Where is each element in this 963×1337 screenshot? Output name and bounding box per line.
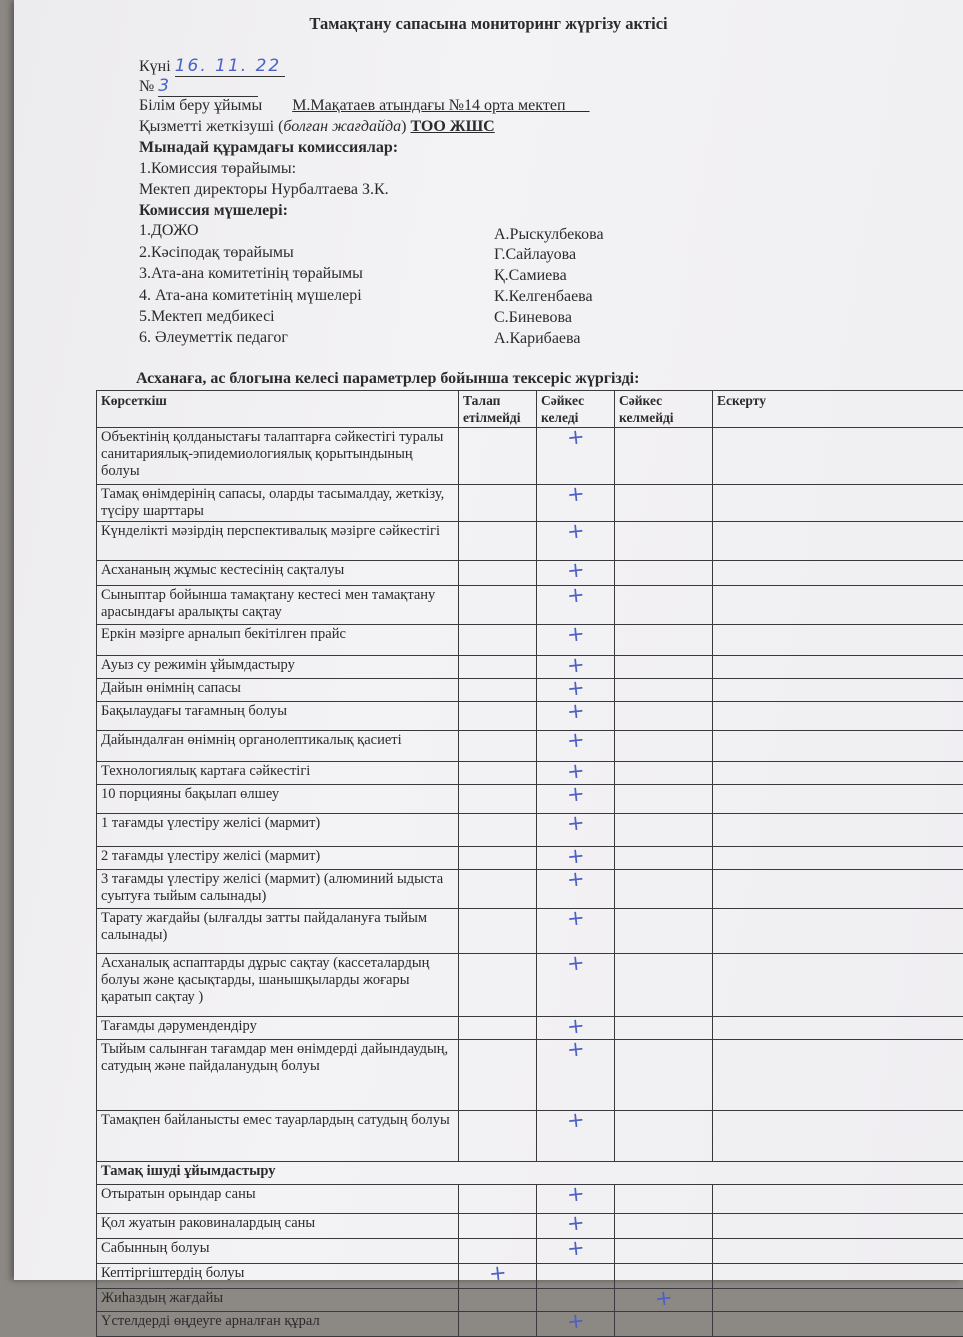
row-cell-compliant	[537, 731, 615, 762]
row-cell-not-required	[459, 1185, 537, 1214]
table-body	[97, 428, 963, 1337]
handwritten-plus-mark: +	[566, 1017, 585, 1036]
row-cell-non-compliant	[615, 1040, 713, 1111]
member-role-6: 6. Әлеуметтік педагог	[139, 329, 288, 347]
member-name-2: Г.Сайлауова	[494, 246, 576, 264]
row-note	[713, 1214, 963, 1239]
row-cell-compliant	[537, 428, 615, 485]
row-cell-not-required	[459, 785, 537, 814]
row-cell-non-compliant	[615, 679, 713, 702]
col-note: Ескерту	[713, 391, 963, 428]
row-cell-not-required	[459, 814, 537, 847]
table-row	[97, 625, 963, 656]
handwritten-plus-mark: +	[566, 909, 585, 928]
handwritten-plus-mark: +	[566, 679, 585, 698]
row-cell-not-required	[459, 954, 537, 1017]
row-cell-non-compliant	[615, 1017, 713, 1040]
handwritten-plus-mark: +	[566, 625, 585, 644]
row-indicator: Кептіргіштердің болуы	[97, 1264, 459, 1289]
row-cell-not-required	[459, 909, 537, 954]
handwritten-plus-mark: +	[566, 1239, 585, 1258]
row-indicator: Еркін мәзірге арналып бекітілген прайс	[97, 625, 459, 656]
table-row	[97, 1111, 963, 1162]
table-row	[97, 954, 963, 1017]
row-cell-not-required	[459, 679, 537, 702]
row-cell-non-compliant	[615, 1214, 713, 1239]
date-label: Күні	[139, 58, 171, 75]
handwritten-plus-mark: +	[566, 485, 585, 504]
row-note	[713, 785, 963, 814]
handwritten-plus-mark: +	[566, 1214, 585, 1233]
date-value: 16. 11. 22	[175, 56, 285, 77]
row-note	[713, 561, 963, 586]
row-indicator: Бақылаудағы тағамның болуы	[97, 702, 459, 731]
table-row	[97, 1185, 963, 1214]
row-cell-compliant	[537, 870, 615, 909]
table-row	[97, 1312, 963, 1337]
row-note	[713, 847, 963, 870]
row-cell-not-required	[459, 656, 537, 679]
handwritten-plus-mark: +	[566, 731, 585, 750]
row-note	[713, 485, 963, 522]
row-note	[713, 586, 963, 625]
member-role-5: 5.Мектеп медбикесі	[139, 308, 275, 326]
member-name-3: Қ.Самиева	[494, 267, 567, 285]
members-header: Комиссия мүшелері:	[139, 202, 288, 220]
school-value: М.Мақатаев атындағы №14 орта мектеп	[292, 97, 565, 114]
row-cell-non-compliant	[615, 1185, 713, 1214]
row-cell-compliant	[537, 1214, 615, 1239]
row-note	[713, 909, 963, 954]
handwritten-plus-mark: +	[566, 522, 585, 541]
row-cell-non-compliant	[615, 625, 713, 656]
row-cell-non-compliant	[615, 847, 713, 870]
row-indicator: Асхананың жұмыс кестесінің сақталуы	[97, 561, 459, 586]
school-line: Білім беру ұйымы М.Мақатаев атындағы №14 орта мектеп___	[139, 97, 590, 115]
row-note	[713, 1264, 963, 1289]
inspection-table	[96, 390, 963, 1337]
row-cell-compliant	[537, 909, 615, 954]
row-cell-compliant	[537, 954, 615, 1017]
row-cell-not-required	[459, 847, 537, 870]
handwritten-plus-mark: +	[654, 1289, 673, 1308]
table-row	[97, 1264, 963, 1289]
row-indicator: Ауыз су режимін ұйымдастыру	[97, 656, 459, 679]
row-cell-compliant	[537, 586, 615, 625]
row-cell-non-compliant	[615, 1264, 713, 1289]
row-cell-non-compliant	[615, 561, 713, 586]
table-row	[97, 485, 963, 522]
member-role-1: 1.ДОЖО	[139, 222, 199, 240]
row-cell-non-compliant	[615, 522, 713, 561]
handwritten-plus-mark: +	[566, 870, 585, 889]
row-indicator: Дайындалған өнімнің органолептикалық қасиеті	[97, 731, 459, 762]
row-cell-not-required	[459, 485, 537, 522]
table-row	[97, 1239, 963, 1264]
member-name-6: А.Карибаева	[494, 330, 580, 348]
row-cell-not-required	[459, 1289, 537, 1312]
row-cell-non-compliant	[615, 485, 713, 522]
section-title: Тамақ ішуді ұйымдастыру	[97, 1162, 963, 1185]
table-header-row	[97, 391, 963, 428]
handwritten-plus-mark: +	[488, 1264, 507, 1283]
row-cell-compliant	[537, 1289, 615, 1312]
row-cell-compliant	[537, 561, 615, 586]
row-note	[713, 731, 963, 762]
table-row	[97, 428, 963, 485]
row-indicator: 2 тағамды үлестіру желісі (мармит)	[97, 847, 459, 870]
col-non-compliant: Сәйкес келмейді	[615, 391, 713, 428]
handwritten-plus-mark: +	[566, 428, 585, 447]
chairman-label: 1.Комиссия төрайымы:	[139, 160, 296, 178]
row-cell-compliant	[537, 785, 615, 814]
row-cell-not-required	[459, 428, 537, 485]
table-row	[97, 522, 963, 561]
row-cell-non-compliant	[615, 428, 713, 485]
document-title: Тамақтану сапасына мониторинг жүргізу актісі	[14, 14, 963, 34]
table-row	[97, 785, 963, 814]
row-indicator: Күнделікті мәзірдің перспективалық мәзірге сәйкестігі	[97, 522, 459, 561]
row-note	[713, 1239, 963, 1264]
row-note	[713, 656, 963, 679]
row-cell-not-required	[459, 625, 537, 656]
row-cell-non-compliant	[615, 762, 713, 785]
table-row	[97, 731, 963, 762]
row-indicator: 10 порцияны бақылап өлшеу	[97, 785, 459, 814]
row-note	[713, 814, 963, 847]
row-cell-not-required	[459, 1017, 537, 1040]
row-cell-not-required	[459, 1214, 537, 1239]
handwritten-plus-mark: +	[566, 702, 585, 721]
chairman-value: Мектеп директоры Нурбалтаева З.К.	[139, 181, 389, 199]
row-cell-compliant	[537, 1312, 615, 1337]
handwritten-plus-mark: +	[566, 1040, 585, 1059]
row-cell-compliant	[537, 1040, 615, 1111]
table-row	[97, 561, 963, 586]
row-cell-non-compliant	[615, 785, 713, 814]
row-cell-not-required	[459, 731, 537, 762]
row-cell-compliant	[537, 522, 615, 561]
member-name-1: А.Рыскулбекова	[494, 226, 604, 244]
number-label: №	[139, 78, 154, 95]
member-role-3: 3.Ата-ана комитетінің төрайымы	[139, 265, 363, 283]
row-cell-compliant	[537, 1185, 615, 1214]
row-indicator: Асханалық аспаптарды дұрыс сақтау (кассеталардың болуы және қасықтарды, шанышқыларды жоғары қаратып сақтау )	[97, 954, 459, 1017]
row-cell-not-required	[459, 586, 537, 625]
row-indicator: Тағамды дәрумендендіру	[97, 1017, 459, 1040]
col-indicator: Көрсеткіш	[97, 391, 459, 428]
row-cell-compliant	[537, 1111, 615, 1162]
member-role-2: 2.Кәсіподақ төрайымы	[139, 244, 294, 262]
handwritten-plus-mark: +	[566, 1111, 585, 1130]
row-indicator: Тамақпен байланысты емес тауарлардың сатудың болуы	[97, 1111, 459, 1162]
handwritten-plus-mark: +	[566, 814, 585, 833]
row-note	[713, 954, 963, 1017]
row-cell-not-required	[459, 762, 537, 785]
row-note	[713, 1289, 963, 1312]
row-cell-non-compliant	[615, 1239, 713, 1264]
table-row	[97, 1017, 963, 1040]
row-cell-non-compliant	[615, 731, 713, 762]
handwritten-plus-mark: +	[566, 954, 585, 973]
row-cell-non-compliant	[615, 586, 713, 625]
row-cell-non-compliant	[615, 1289, 713, 1312]
row-note	[713, 625, 963, 656]
row-note	[713, 1312, 963, 1337]
row-indicator: Тарату жағдайы (ылғалды затты пайдалануға тыйым салынады)	[97, 909, 459, 954]
school-label: Білім беру ұйымы	[139, 97, 262, 114]
table-intro: Асханаға, ас блогына келесі параметрлер бойынша тексеріс жүргізді:	[136, 370, 639, 388]
number-line	[139, 76, 258, 97]
handwritten-plus-mark: +	[566, 1312, 585, 1331]
col-compliant: Сәйкес келеді	[537, 391, 615, 428]
table-row	[97, 762, 963, 785]
table-row	[97, 909, 963, 954]
row-cell-non-compliant	[615, 702, 713, 731]
table-row	[97, 870, 963, 909]
row-cell-not-required	[459, 1312, 537, 1337]
table-row	[97, 1289, 963, 1312]
row-note	[713, 762, 963, 785]
row-cell-not-required	[459, 1111, 537, 1162]
row-indicator: Дайын өнімнің сапасы	[97, 679, 459, 702]
row-cell-not-required	[459, 1264, 537, 1289]
row-cell-compliant	[537, 485, 615, 522]
document-page	[14, 0, 963, 1280]
row-note	[713, 870, 963, 909]
row-indicator: Жиһаздың жағдайы	[97, 1289, 459, 1312]
row-note	[713, 428, 963, 485]
col-not-required: Талап етілмейді	[459, 391, 537, 428]
table-row	[97, 656, 963, 679]
row-cell-not-required	[459, 522, 537, 561]
row-indicator: Үстелдерді өңдеуге арналған құрал	[97, 1312, 459, 1337]
row-cell-non-compliant	[615, 814, 713, 847]
handwritten-plus-mark: +	[566, 785, 585, 804]
row-indicator: 1 тағамды үлестіру желісі (мармит)	[97, 814, 459, 847]
handwritten-plus-mark: +	[566, 586, 585, 605]
row-note	[713, 1185, 963, 1214]
member-name-4: К.Келгенбаева	[494, 288, 593, 306]
provider-line: Қызметті жеткізуші (болған жағдайда) ТОО ЖШС	[139, 118, 495, 136]
row-indicator: Сабынның болуы	[97, 1239, 459, 1264]
row-indicator: Тыйым салынған тағамдар мен өнімдерді дайындаудың, сатудың және пайдаланудың болуы	[97, 1040, 459, 1111]
row-cell-non-compliant	[615, 954, 713, 1017]
number-value: 3	[158, 76, 258, 97]
row-note	[713, 1111, 963, 1162]
member-name-5: С.Биневова	[494, 309, 572, 327]
row-cell-non-compliant	[615, 1312, 713, 1337]
row-indicator: Отыратын орындар саны	[97, 1185, 459, 1214]
row-cell-not-required	[459, 702, 537, 731]
handwritten-plus-mark: +	[566, 762, 585, 781]
row-indicator: Сыныптар бойынша тамақтану кестесі мен тамақтану арасындағы аралықты сақтау	[97, 586, 459, 625]
row-cell-compliant	[537, 702, 615, 731]
handwritten-plus-mark: +	[566, 847, 585, 866]
table-row	[97, 1040, 963, 1111]
row-indicator: 3 тағамды үлестіру желісі (мармит) (алюминий ыдыста суытуға тыйым салынады)	[97, 870, 459, 909]
table-row	[97, 1214, 963, 1239]
row-indicator: Тамақ өнімдерінің сапасы, оларды тасымалдау, жеткізу, түсіру шарттары	[97, 485, 459, 522]
row-cell-not-required	[459, 1239, 537, 1264]
row-note	[713, 702, 963, 731]
table-row	[97, 679, 963, 702]
row-note	[713, 522, 963, 561]
row-indicator: Объектінің қолданыстағы талаптарға сәйкестігі туралы санитариялық-эпидемиологиялық қорытындының болуы	[97, 428, 459, 485]
date-line	[139, 56, 285, 77]
row-cell-not-required	[459, 1040, 537, 1111]
row-note	[713, 1040, 963, 1111]
row-note	[713, 1017, 963, 1040]
row-cell-non-compliant	[615, 656, 713, 679]
table-row	[97, 847, 963, 870]
handwritten-plus-mark: +	[566, 656, 585, 675]
table-row	[97, 814, 963, 847]
row-indicator: Қол жуатын раковиналардың саны	[97, 1214, 459, 1239]
handwritten-plus-mark: +	[566, 561, 585, 580]
row-cell-compliant	[537, 1239, 615, 1264]
row-cell-non-compliant	[615, 1111, 713, 1162]
handwritten-plus-mark: +	[566, 1185, 585, 1204]
row-cell-compliant	[537, 1264, 615, 1289]
member-role-4: 4. Ата-ана комитетінің мүшелері	[139, 287, 362, 305]
row-cell-compliant	[537, 625, 615, 656]
row-cell-non-compliant	[615, 870, 713, 909]
row-cell-compliant	[537, 814, 615, 847]
row-note	[713, 679, 963, 702]
table-row	[97, 586, 963, 625]
row-cell-non-compliant	[615, 909, 713, 954]
table-row	[97, 702, 963, 731]
row-cell-not-required	[459, 561, 537, 586]
provider-value: ТОО ЖШС	[410, 118, 494, 135]
commission-header: Мынадай құрамдағы комиссиялар:	[139, 139, 398, 157]
section-row	[97, 1162, 963, 1185]
row-indicator: Технологиялық картаға сәйкестігі	[97, 762, 459, 785]
row-cell-not-required	[459, 870, 537, 909]
